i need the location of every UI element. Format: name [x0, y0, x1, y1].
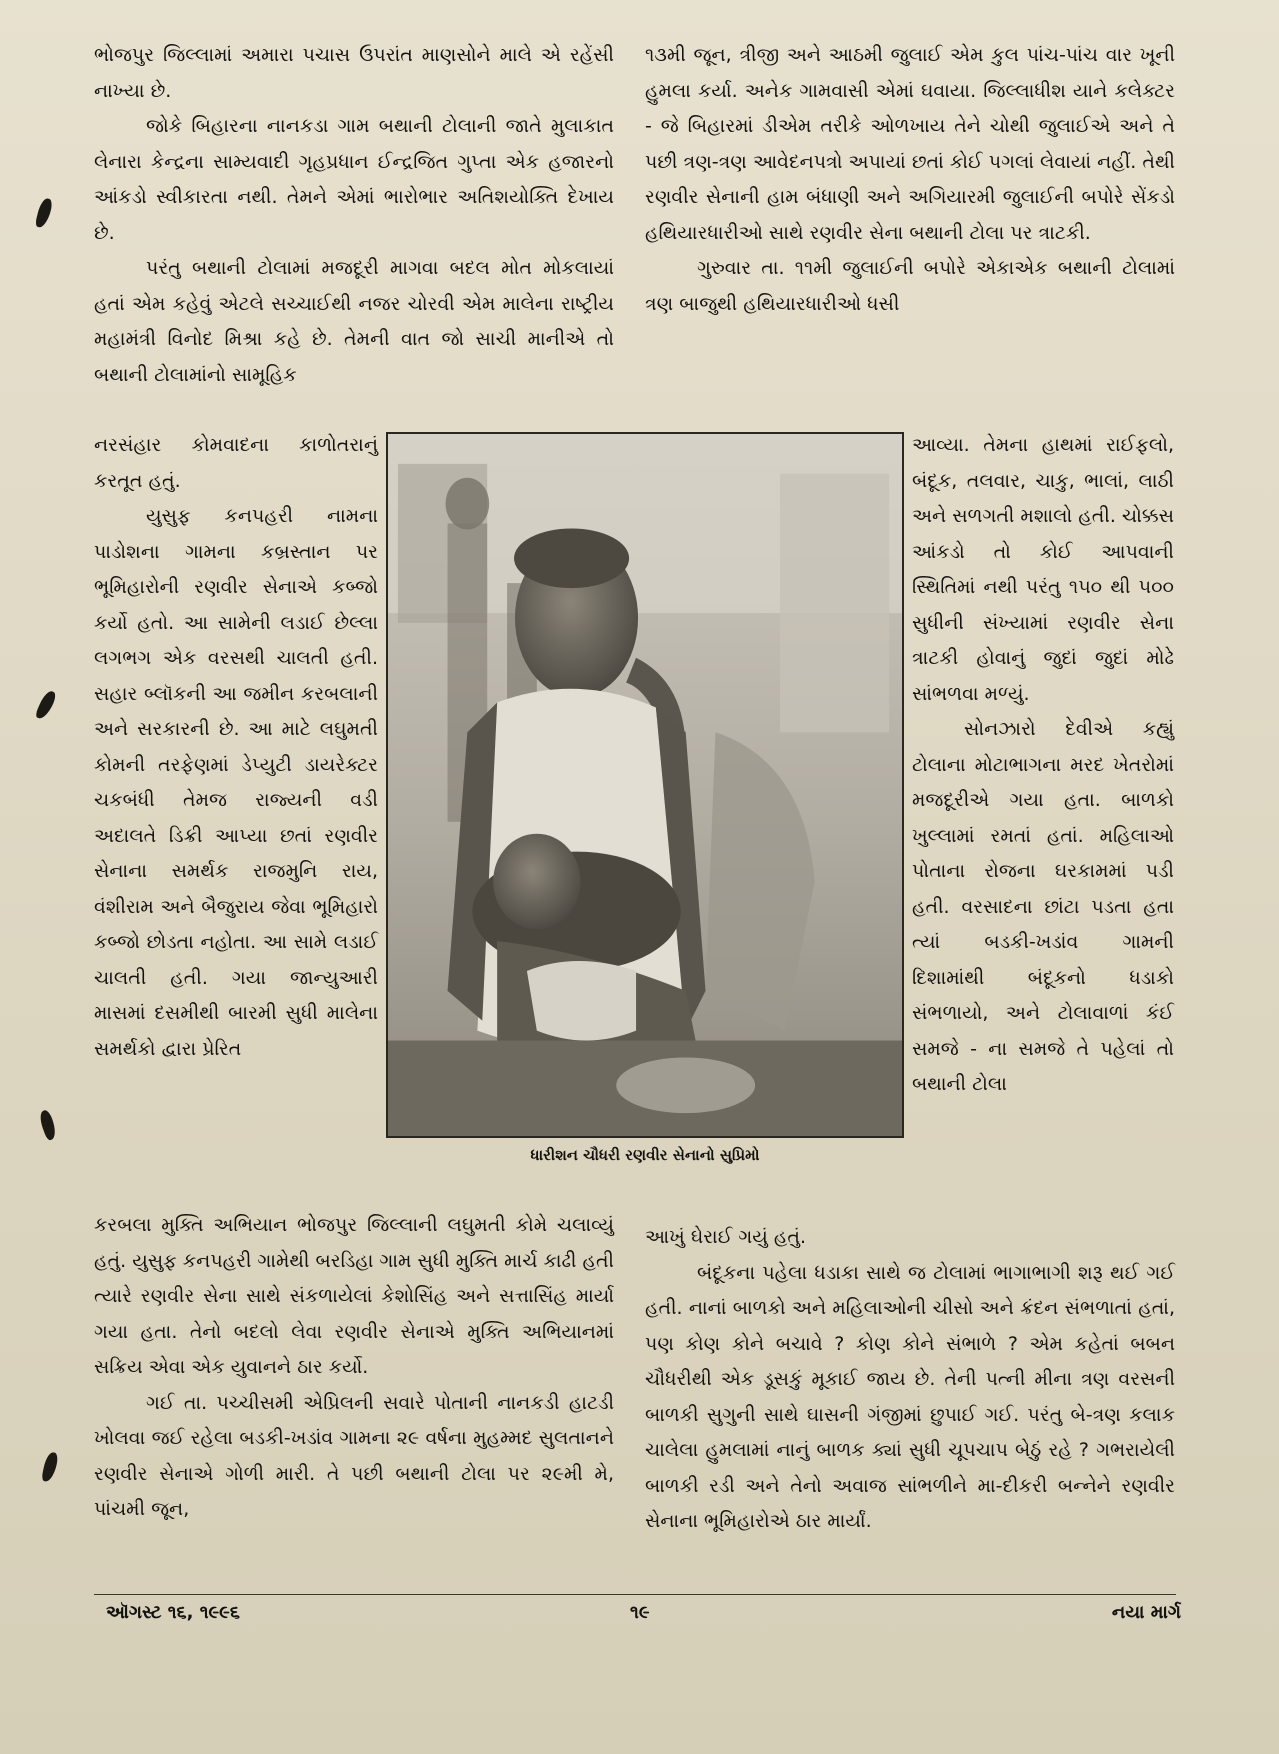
paragraph: ગઈ તા. પચ્ચીસમી એપ્રિલની સવારે પોતાની નાનકડી હાટડી ખોલવા જઈ રહેલા બડકી-ખડાંવ ગામના ૨૯ વર્ષના મુહમ્મદ સુલતાનને રણવીર સેનાએ ગોળી મારી. તે પછી બથાની ટોલા પર ૨૯મી મે, પાંચમી જૂન,: [94, 1391, 614, 1520]
paragraph: ભોજપુર જિલ્લામાં અમારા પચાસ ઉપરાંત માણસોને માલે એ રહેંસી નાખ્યા છે.: [94, 44, 614, 102]
margin-ink-mark: [35, 197, 54, 229]
paragraph: કરબલા મુક્તિ અભિયાન ભોજપુર જિલ્લાની લઘુમતી કોમે ચલાવ્યું હતું. યુસુફ કનપહરી ગામેથી બરડિહા ગામ સુધી મુક્તિ માર્ચ કાઢી હતી ત્યારે રણવીર સેના સાથે સંકળાયેલાં કેશોસિંહ અને સત્તાસિંહ માર્યા ગયા હતા. તેનો બદલો લેવા રણવીર સેનાએ મુક્તિ અભિયાનમાં સક્રિય એવા એક યુવાનને ઠાર કર્યો.: [94, 1214, 614, 1378]
paragraph: જોકે બિહારના નાનકડા ગામ બથાની ટોલાની જાતે મુલાકાત લેનારા કેન્દ્રના સામ્યવાદી ગૃહપ્રધાન ઈન્દ્રજિત ગુપ્તા એક હજારનો આંકડો સ્વીકારતા નથી. તેમને એમાં ભારોભાર અતિશયોક્તિ દેખાય છે.: [94, 115, 614, 244]
paragraph: ૧૩મી જૂન, ત્રીજી અને આઠમી જુલાઈ એમ કુલ પાંચ-પાંચ વાર ખૂની હુમલા કર્યા. અનેક ગામવાસી એમાં ઘવાયા. જિલ્લાધીશ યાને કલેક્ટર - જે બિહારમાં ડીએમ તરીકે ઓળખાય તેને ચોથી જુલાઈએ અને તે પછી ત્રણ-ત્રણ આવેદનપત્રો અપાયાં છતાં કોઈ પગલાં લેવાયાં નહીં. તેથી રણવીર સેનાની હામ બંધાણી અને અગિયારમી જુલાઈની બપોરે સેંકડો હથિયારધારીઓ સાથે રણવીર સેના બથાની ટોલા પર ત્રાટકી.: [645, 44, 1175, 244]
magazine-name: નયા માર્ગ: [1111, 1602, 1181, 1623]
paragraph: યુસુફ કનપહરી નામના પાડોશના ગામના કબ્રસ્તાન પર ભૂમિહારોની રણવીર સેનાએ કબ્જો કર્યો હતો. આ સામેની લડાઈ છેલ્લા લગભગ એક વરસથી ચાલતી હતી. સહાર બ્લૉકની આ જમીન કરબલાની અને સરકારની છે. આ માટે લઘુમતી કોમની તરફેણમાં ડેપ્યુટી ડાયરેક્ટર ચકબંધી તેમજ રાજ્યની વડી અદાલતે ડિક્રી આપ્યા છતાં રણવીર સેનાના સમર્થક રાજમુનિ રાય, વંશીરામ અને બૈજુરાય જેવા ભૂમિહારો કબ્જો છોડતા નહોતા. આ સામે લડાઈ ચાલતી હતી. ગયા જાન્યુઆરી માસમાં દસમીથી બારમી સુધી માલેના સમર્થકો દ્વારા પ્રેરિત: [94, 505, 378, 1060]
footer-divider: [94, 1594, 1176, 1595]
photo-illustration: [388, 434, 902, 1136]
paragraph: આખું ઘેરાઈ ગયું હતું.: [645, 1226, 807, 1248]
paragraph: નરસંહાર કોમવાદના કાળોતરાનું કરતૂત હતું.: [94, 434, 378, 492]
left-column-beside-photo: [94, 428, 378, 1067]
margin-ink-mark: [34, 689, 57, 721]
margin-ink-mark: [41, 1451, 59, 1483]
left-column-top: [94, 38, 614, 393]
right-column-bottom: [645, 1220, 1175, 1540]
issue-date: ઑગસ્ટ ૧૬, ૧૯૯૬: [106, 1602, 240, 1623]
margin-ink-mark: [37, 1109, 59, 1141]
news-photo: [386, 432, 904, 1138]
paragraph: આવ્યા. તેમના હાથમાં રાઈફલો, બંદૂક, તલવાર, ચાકુ, ભાલાં, લાઠી અને સળગતી મશાલો હતી. ચોક્કસ આંકડો તો કોઈ આપવાની સ્થિતિમાં નથી પરંતુ ૧૫૦ થી ૫૦૦ સુધીની સંખ્યામાં રણવીર સેના ત્રાટકી હોવાનું જુદાં જુદાં મોઢે સાંભળવા મળ્યું.: [912, 434, 1174, 705]
page-number: ૧૯: [630, 1602, 650, 1623]
right-column-top: [645, 38, 1175, 322]
left-column-bottom: [94, 1208, 614, 1528]
photo-caption: ધારીશન ચૌધરી રણવીર સેનાનો સુપ્રિમો: [530, 1146, 760, 1164]
paragraph: બંદૂકના પહેલા ધડાકા સાથે જ ટોલામાં ભાગાભાગી શરૂ થઈ ગઈ હતી. નાનાં બાળકો અને મહિલાઓની ચીસો અને ક્રંદન સંભળાતાં હતાં, પણ કોણ કોને બચાવે ? કોણ કોને સંભાળે ? એમ કહેતાં બબન ચૌધરીથી એક ડૂસકું મૂકાઈ જાય છે. તેની પત્ની મીના ત્રણ વરસની બાળકી સુગુની સાથે ઘાસની ગંજીમાં છુપાઈ ગઈ. પરંતુ બે-ત્રણ કલાક ચાલેલા હુમલામાં નાનું બાળક ક્યાં સુધી ચૂપચાપ બેઠું રહે ? ગભરાયેલી બાળકી રડી અને તેનો અવાજ સાંભળીને મા-દીકરી બન્નેને રણવીર સેનાના ભૂમિહારોએ ઠાર માર્યાં.: [645, 1261, 1175, 1532]
paragraph: પરંતુ બથાની ટોલામાં મજદૂરી માગવા બદલ મોત મોકલાયાં હતાં એમ કહેવું એટલે સચ્ચાઈથી નજર ચોરવી એમ માલેના રાષ્ટ્રીય મહામંત્રી વિનોદ મિશ્રા કહે છે. તેમની વાત જો સાચી માનીએ તો બથાની ટોલામાંનો સામૂહિક: [94, 257, 614, 386]
paragraph: સોનઝારો દેવીએ કહ્યું ટોલાના મોટાભાગના મરદ ખેતરોમાં મજદૂરીએ ગયા હતા. બાળકો ખુલ્લામાં રમતાં હતાં. મહિલાઓ પોતાના રોજના ઘરકામમાં પડી હતી. વરસાદના છાંટા પડતા હતા ત્યાં બડકી-ખડાંવ ગામની દિશામાંથી બંદૂકનો ધડાકો સંભળાયો, અને ટોલાવાળાં કંઈ સમજે - ના સમજે તે પહેલાં તો બથાની ટોલા: [912, 718, 1174, 1095]
right-column-beside-photo: [912, 428, 1174, 1103]
paragraph: ગુરુવાર તા. ૧૧મી જુલાઈની બપોરે એકાએક બથાની ટોલામાં ત્રણ બાજુથી હથિયારધારીઓ ધસી: [645, 257, 1175, 315]
